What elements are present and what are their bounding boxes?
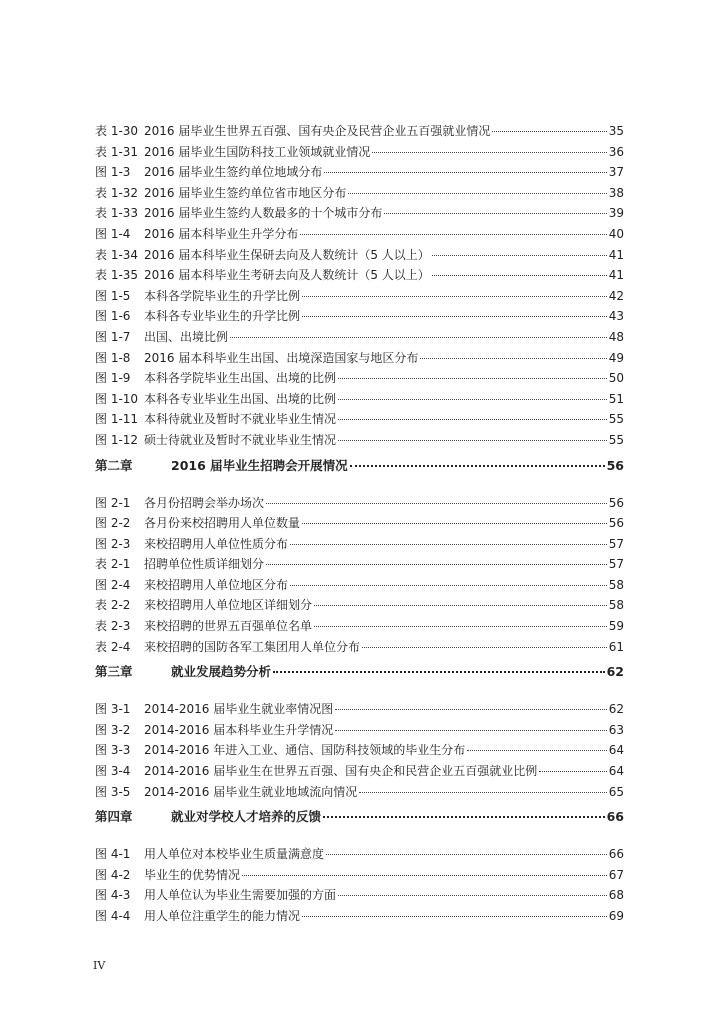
entry-label: 图 3-5: [95, 784, 131, 799]
dot-leader: [290, 585, 607, 586]
entry-label: 图 4-2: [95, 867, 131, 882]
entry-page-number: 50: [608, 371, 624, 386]
entry-label: 表 2-2: [95, 598, 131, 613]
toc-entry[interactable]: [95, 431, 624, 452]
entry-title: 2014-2016 届本科毕业生升学情况: [144, 722, 334, 737]
entry-label: 图 2-1: [95, 495, 131, 510]
entry-label: 图 1-6: [95, 309, 131, 324]
dot-leader: [338, 419, 607, 420]
entry-page-number: 62: [608, 702, 624, 717]
entry-label: 图 1-11: [95, 412, 139, 427]
entry-title: 来校招聘的国防各军工集团用人单位分布: [144, 639, 361, 654]
dot-leader: [335, 730, 606, 731]
entry-page-number: 56: [608, 495, 624, 510]
dot-leader: [302, 316, 607, 317]
toc-entry[interactable]: [95, 617, 624, 638]
entry-page-number: 58: [608, 577, 624, 592]
toc-entry[interactable]: [95, 369, 624, 390]
chapter-label: 第三章: [95, 664, 133, 680]
entry-label: 表 1-35: [95, 268, 139, 283]
chapter-heading[interactable]: [95, 663, 624, 689]
entry-page-number: 43: [608, 309, 624, 324]
entry-page-number: 56: [608, 516, 624, 531]
entry-label: 图 3-1: [95, 702, 131, 717]
entry-page-number: 36: [608, 144, 624, 159]
entry-title: 2016 届毕业生国防科技工业领域就业情况: [144, 144, 371, 159]
toc-entry[interactable]: [95, 700, 624, 721]
toc-entry[interactable]: [95, 886, 624, 907]
entry-page-number: 35: [608, 124, 624, 138]
entry-title: 2014-2016 届毕业生在世界五百强、国有央企和民营企业五百强就业比例: [144, 764, 538, 779]
dot-leader: [359, 792, 606, 793]
dot-leader: [300, 234, 606, 235]
toc-entry[interactable]: [95, 287, 624, 308]
toc-entry[interactable]: [95, 907, 624, 928]
dot-leader: [302, 916, 607, 917]
entry-title: 本科各学院毕业生的升学比例: [144, 288, 301, 303]
entry-label: 图 2-2: [95, 516, 131, 531]
toc-entry[interactable]: [95, 514, 624, 535]
entry-title: 本科各专业毕业生出国、出境的比例: [144, 391, 337, 406]
entry-label: 图 1-4: [95, 226, 131, 241]
entry-page-number: 65: [608, 784, 624, 799]
entry-title: 各月份来校招聘用人单位数量: [144, 516, 301, 531]
entry-title: 2016 届本科毕业生升学分布: [144, 226, 299, 241]
entry-title: 用人单位注重学生的能力情况: [144, 909, 301, 923]
toc-entry[interactable]: [95, 535, 624, 556]
entry-label: 图 1-3: [95, 165, 131, 180]
chapter-label: 第二章: [95, 457, 133, 473]
entry-page-number: 61: [608, 639, 624, 654]
toc-entry[interactable]: [95, 494, 624, 515]
toc-entry[interactable]: [95, 204, 624, 225]
dot-leader: [338, 895, 607, 896]
entry-title: 招聘单位性质详细划分: [144, 557, 265, 572]
chapter-page-number: 66: [606, 809, 624, 825]
entry-title: 本科待就业及暂时不就业毕业生情况: [144, 412, 337, 427]
entry-label: 图 1-8: [95, 350, 131, 365]
entry-label: 表 2-1: [95, 557, 131, 572]
entry-label: 图 1-10: [95, 391, 139, 406]
entry-label: 图 4-3: [95, 888, 131, 903]
entry-label: 表 1-33: [95, 206, 139, 221]
dot-leader: [432, 275, 607, 276]
chapter-heading[interactable]: [95, 457, 624, 483]
dot-leader: [539, 771, 606, 772]
dot-leader: [314, 605, 607, 606]
dot-leader: [230, 337, 607, 338]
toc-entry[interactable]: [95, 328, 624, 349]
dot-leader: [432, 255, 607, 256]
entry-title: 用人单位对本校毕业生质量满意度: [144, 847, 325, 862]
dot-leader: [302, 296, 607, 297]
chapter-label: 第四章: [95, 809, 133, 825]
page-number: IV: [93, 959, 106, 972]
entry-page-number: 48: [608, 329, 624, 344]
toc-entry[interactable]: [95, 576, 624, 597]
dot-leader: [492, 131, 606, 132]
dot-leader: [338, 440, 607, 441]
entry-title: 2016 届毕业生签约单位地域分布: [144, 165, 323, 180]
entry-page-number: 66: [608, 847, 624, 862]
toc-entry[interactable]: [95, 307, 624, 328]
dot-leader: [420, 358, 606, 359]
dot-leader: [314, 626, 607, 627]
toc-entry[interactable]: [95, 225, 624, 246]
entry-page-number: 55: [608, 432, 624, 447]
dot-leader: [362, 647, 607, 648]
entry-page-number: 41: [608, 268, 624, 283]
toc-entry[interactable]: [95, 555, 624, 576]
entry-page-number: 40: [608, 226, 624, 241]
entry-page-number: 41: [608, 247, 624, 262]
entry-page-number: 63: [608, 722, 624, 737]
dot-leader: [350, 465, 605, 467]
entry-label: 表 1-34: [95, 247, 139, 262]
entry-title: 2016 届毕业生签约单位省市地区分布: [144, 185, 347, 200]
entry-page-number: 67: [608, 867, 624, 882]
entry-page-number: 49: [608, 350, 624, 365]
entry-page-number: 38: [608, 185, 624, 200]
entry-title: 2016 届毕业生世界五百强、国有央企及民营企业五百强就业情况: [144, 124, 491, 138]
chapter-page-number: 62: [606, 664, 624, 680]
toc-entry[interactable]: [95, 762, 624, 783]
chapter-title: 2016 届毕业生招聘会开展情况: [171, 457, 348, 473]
entry-title: 2014-2016 届毕业生就业地域流向情况: [144, 784, 358, 799]
dot-leader: [323, 816, 605, 818]
toc-entry[interactable]: [95, 349, 624, 370]
entry-page-number: 59: [608, 619, 624, 634]
toc-entry[interactable]: [95, 596, 624, 617]
toc-entry[interactable]: [95, 163, 624, 184]
entry-label: 图 4-1: [95, 847, 131, 862]
entry-title: 出国、出境比例: [144, 329, 229, 344]
entry-page-number: 55: [608, 412, 624, 427]
entry-label: 图 1-12: [95, 432, 139, 447]
toc-entry[interactable]: [95, 741, 624, 762]
entry-page-number: 64: [608, 743, 624, 758]
entry-label: 图 1-9: [95, 371, 131, 386]
toc-entry[interactable]: [95, 783, 624, 804]
entry-label: 图 3-2: [95, 722, 131, 737]
entry-page-number: 68: [608, 888, 624, 903]
chapter-title: 就业对学校人才培养的反馈: [171, 809, 322, 825]
entry-title: 来校招聘的世界五百强单位名单: [144, 619, 313, 634]
toc-entry[interactable]: [95, 845, 624, 866]
entry-title: 2014-2016 届毕业生就业率情况图: [144, 702, 334, 717]
entry-label: 图 2-4: [95, 577, 131, 592]
table-of-contents: [95, 122, 624, 928]
entry-title: 2016 届毕业生签约人数最多的十个城市分布: [144, 206, 383, 221]
entry-page-number: 39: [608, 206, 624, 221]
entry-title: 来校招聘用人单位性质分布: [144, 536, 289, 551]
dot-leader: [302, 523, 607, 524]
entry-label: 表 2-3: [95, 619, 131, 634]
entry-title: 用人单位认为毕业生需要加强的方面: [144, 888, 337, 903]
entry-page-number: 42: [608, 288, 624, 303]
entry-label: 图 1-7: [95, 329, 131, 344]
entry-page-number: 64: [608, 764, 624, 779]
entry-label: 图 3-4: [95, 764, 131, 779]
entry-label: 表 1-32: [95, 185, 139, 200]
entry-label: 表 2-4: [95, 639, 131, 654]
entry-title: 2014-2016 年进入工业、通信、国防科技领域的毕业生分布: [144, 743, 466, 758]
dot-leader: [384, 213, 606, 214]
entry-title: 2016 届本科毕业生保研去向及人数统计（5 人以上）: [144, 247, 430, 262]
entry-title: 毕业生的优势情况: [144, 867, 241, 882]
dot-leader: [338, 399, 607, 400]
dot-leader: [266, 564, 607, 565]
entry-title: 来校招聘用人单位地区分布: [144, 577, 289, 592]
dot-leader: [338, 378, 607, 379]
entry-label: 图 1-5: [95, 288, 131, 303]
toc-entry[interactable]: [95, 184, 624, 205]
entry-page-number: 37: [608, 165, 624, 180]
entry-title: 本科各专业毕业生的升学比例: [144, 309, 301, 324]
toc-entry[interactable]: [95, 122, 624, 143]
toc-entry[interactable]: [95, 246, 624, 267]
entry-label: 表 1-30: [95, 124, 139, 138]
dot-leader: [372, 152, 606, 153]
entry-page-number: 57: [608, 536, 624, 551]
toc-entry[interactable]: [95, 390, 624, 411]
entry-page-number: 57: [608, 557, 624, 572]
entry-title: 各月份招聘会举办场次: [144, 495, 265, 510]
toc-entry[interactable]: [95, 143, 624, 164]
entry-title: 硕士待就业及暂时不就业毕业生情况: [144, 432, 337, 447]
dot-leader: [273, 671, 605, 673]
entry-title: 来校招聘用人单位地区详细划分: [144, 598, 313, 613]
toc-entry[interactable]: [95, 410, 624, 431]
toc-entry[interactable]: [95, 866, 624, 887]
dot-leader: [335, 709, 606, 710]
entry-title: 2016 届本科毕业生考研去向及人数统计（5 人以上）: [144, 268, 430, 283]
entry-page-number: 69: [608, 909, 624, 923]
chapter-title: 就业发展趋势分析: [171, 664, 272, 680]
dot-leader: [326, 854, 607, 855]
chapter-page-number: 56: [606, 457, 624, 473]
dot-leader: [348, 193, 606, 194]
dot-leader: [242, 875, 607, 876]
entry-page-number: 51: [608, 391, 624, 406]
entry-page-number: 58: [608, 598, 624, 613]
dot-leader: [266, 503, 607, 504]
entry-title: 2016 届本科毕业生出国、出境深造国家与地区分布: [144, 350, 419, 365]
entry-label: 图 4-4: [95, 909, 131, 923]
dot-leader: [290, 544, 607, 545]
entry-label: 图 3-3: [95, 743, 131, 758]
chapter-heading[interactable]: [95, 808, 624, 834]
entry-label: 图 2-3: [95, 536, 131, 551]
entry-label: 表 1-31: [95, 144, 139, 159]
dot-leader: [467, 750, 606, 751]
entry-title: 本科各学院毕业生出国、出境的比例: [144, 371, 337, 386]
toc-entry[interactable]: [95, 638, 624, 659]
toc-entry[interactable]: [95, 721, 624, 742]
toc-entry[interactable]: [95, 266, 624, 287]
dot-leader: [324, 172, 606, 173]
